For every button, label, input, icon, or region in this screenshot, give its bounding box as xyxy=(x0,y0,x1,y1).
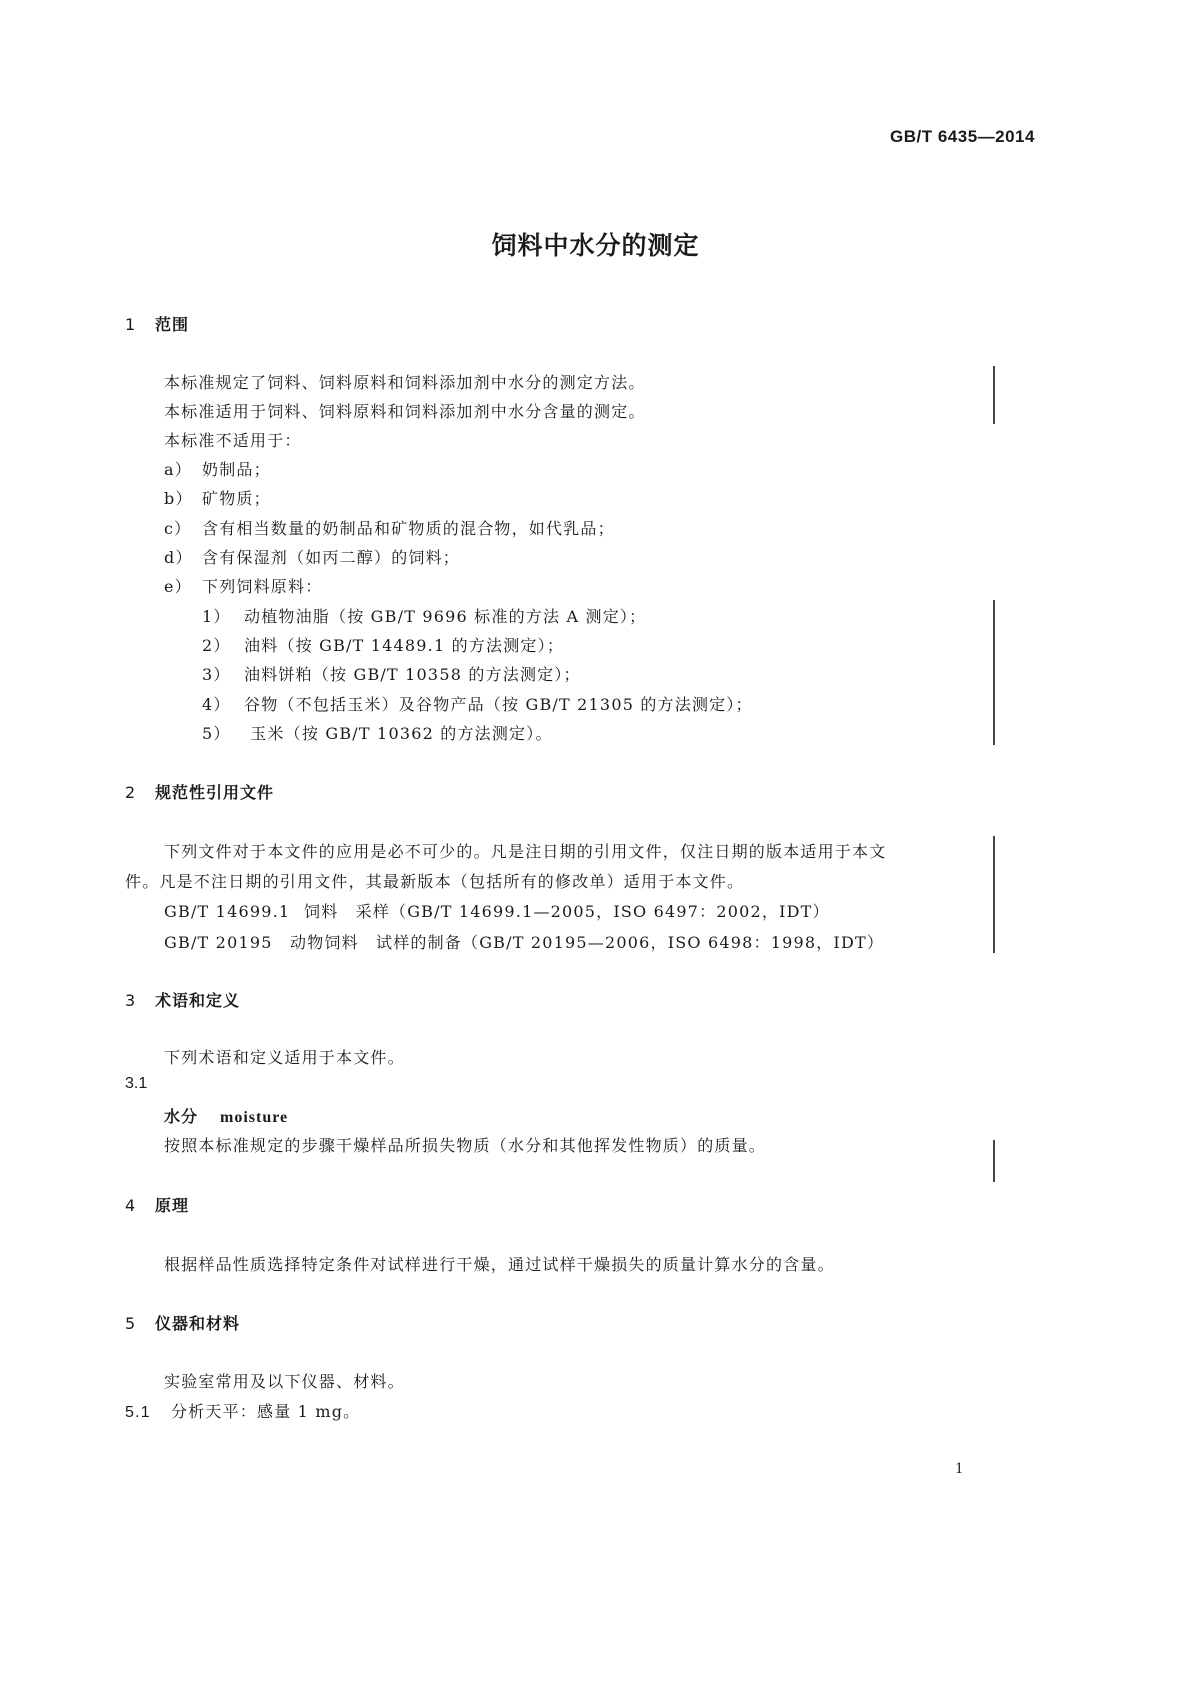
reference-title: 动物饲料 试样的制备（GB/T 20195—2006，ISO 6498：1998，IDT） xyxy=(290,933,885,952)
sub-list-text: 油料饼粕（按 GB/T 10358 的方法测定）； xyxy=(244,665,581,684)
section-title: 规范性引用文件 xyxy=(155,783,275,802)
change-bar xyxy=(993,1140,995,1182)
list-item xyxy=(164,457,271,480)
section-3-heading xyxy=(125,988,240,1011)
change-bar xyxy=(993,600,995,745)
section-4-heading xyxy=(125,1193,189,1216)
section-title: 术语和定义 xyxy=(155,991,241,1010)
sub-list-text: 油料（按 GB/T 14489.1 的方法测定）； xyxy=(244,636,565,655)
reference-item xyxy=(164,899,830,922)
sub-list-text: 动植物油脂（按 GB/T 9696 标准的方法 A 测定）； xyxy=(244,607,647,626)
reference-title: 饲料 采样（GB/T 14699.1—2005，ISO 6497：2002，IDT） xyxy=(304,902,830,921)
term-definition: 按照本标准规定的步骤干燥样品所损失物质（水分和其他挥发性物质）的质量。 xyxy=(164,1136,767,1155)
section-number: 3 xyxy=(125,991,137,1010)
list-marker: a） xyxy=(164,460,192,479)
list-marker: e） xyxy=(164,577,192,596)
list-text: 含有相当数量的奶制品和矿物质的混合物，如代乳品； xyxy=(202,519,615,538)
page-number: 1 xyxy=(955,1460,963,1477)
sub-list-item xyxy=(202,692,753,715)
paragraph: 下列术语和定义适用于本文件。 xyxy=(164,1048,405,1067)
sub-list-text: 谷物（不包括玉米）及谷物产品（按 GB/T 21305 的方法测定）； xyxy=(244,695,753,714)
list-text: 含有保湿剂（如丙二醇）的饲料； xyxy=(202,548,461,567)
paragraph: 下列文件对于本文件的应用是必不可少的。凡是注日期的引用文件，仅注日期的版本适用于本文 xyxy=(164,842,887,861)
sub-list-text: 玉米（按 GB/T 10362 的方法测定）。 xyxy=(244,724,553,743)
section-title: 范围 xyxy=(155,315,190,334)
list-item xyxy=(164,516,615,539)
term-entry xyxy=(164,1104,288,1127)
clause-number: 5.1 xyxy=(125,1404,151,1421)
list-marker: d） xyxy=(164,548,193,567)
list-marker: b） xyxy=(164,489,193,508)
sub-list-marker: 1） xyxy=(202,607,231,626)
clause-text: 分析天平：感量 1 mg。 xyxy=(171,1402,361,1421)
list-marker: c） xyxy=(164,519,192,538)
reference-code: GB/T 14699.1 xyxy=(164,902,291,921)
term-english: moisture xyxy=(220,1109,289,1126)
section-number: 2 xyxy=(125,783,137,802)
section-title: 仪器和材料 xyxy=(155,1314,241,1333)
reference-item xyxy=(164,930,884,953)
section-number: 4 xyxy=(125,1196,137,1215)
sub-list-item xyxy=(202,721,553,744)
list-text: 奶制品； xyxy=(202,460,271,479)
list-item xyxy=(164,574,322,597)
sub-list-marker: 2） xyxy=(202,636,231,655)
term-chinese: 水分 xyxy=(164,1107,199,1126)
paragraph: 本标准规定了饲料、饲料原料和饲料添加剂中水分的测定方法。 xyxy=(164,373,646,392)
reference-code: GB/T 20195 xyxy=(164,933,273,952)
standard-code: GB/T 6435—2014 xyxy=(890,127,1035,146)
paragraph: 本标准不适用于： xyxy=(164,431,302,450)
list-item xyxy=(164,545,460,568)
change-bar xyxy=(993,836,995,953)
sub-list-item xyxy=(202,662,581,685)
sub-list-marker: 5） xyxy=(202,724,231,743)
sub-list-item xyxy=(202,604,646,627)
paragraph: 本标准适用于饲料、饲料原料和饲料添加剂中水分含量的测定。 xyxy=(164,402,646,421)
section-number: 1 xyxy=(125,315,137,334)
paragraph: 实验室常用及以下仪器、材料。 xyxy=(164,1372,405,1391)
section-2-heading xyxy=(125,780,274,803)
section-number: 5 xyxy=(125,1314,137,1333)
list-text: 下列饲料原料： xyxy=(202,577,323,596)
clause-item xyxy=(125,1399,360,1422)
section-5-heading xyxy=(125,1311,240,1334)
sub-list-marker: 3） xyxy=(202,665,231,684)
document-title: 饲料中水分的测定 xyxy=(491,231,700,260)
list-text: 矿物质； xyxy=(202,489,271,508)
section-1-heading xyxy=(125,312,189,335)
clause-number: 3.1 xyxy=(125,1075,148,1092)
paragraph-continued: 件。凡是不注日期的引用文件，其最新版本（包括所有的修改单）适用于本文件。 xyxy=(125,872,745,891)
sub-list-marker: 4） xyxy=(202,695,231,714)
sub-list-item xyxy=(202,633,564,656)
paragraph: 根据样品性质选择特定条件对试样进行干燥，通过试样干燥损失的质量计算水分的含量。 xyxy=(164,1255,835,1274)
change-bar xyxy=(993,366,995,424)
section-title: 原理 xyxy=(155,1196,190,1215)
list-item xyxy=(164,486,271,509)
